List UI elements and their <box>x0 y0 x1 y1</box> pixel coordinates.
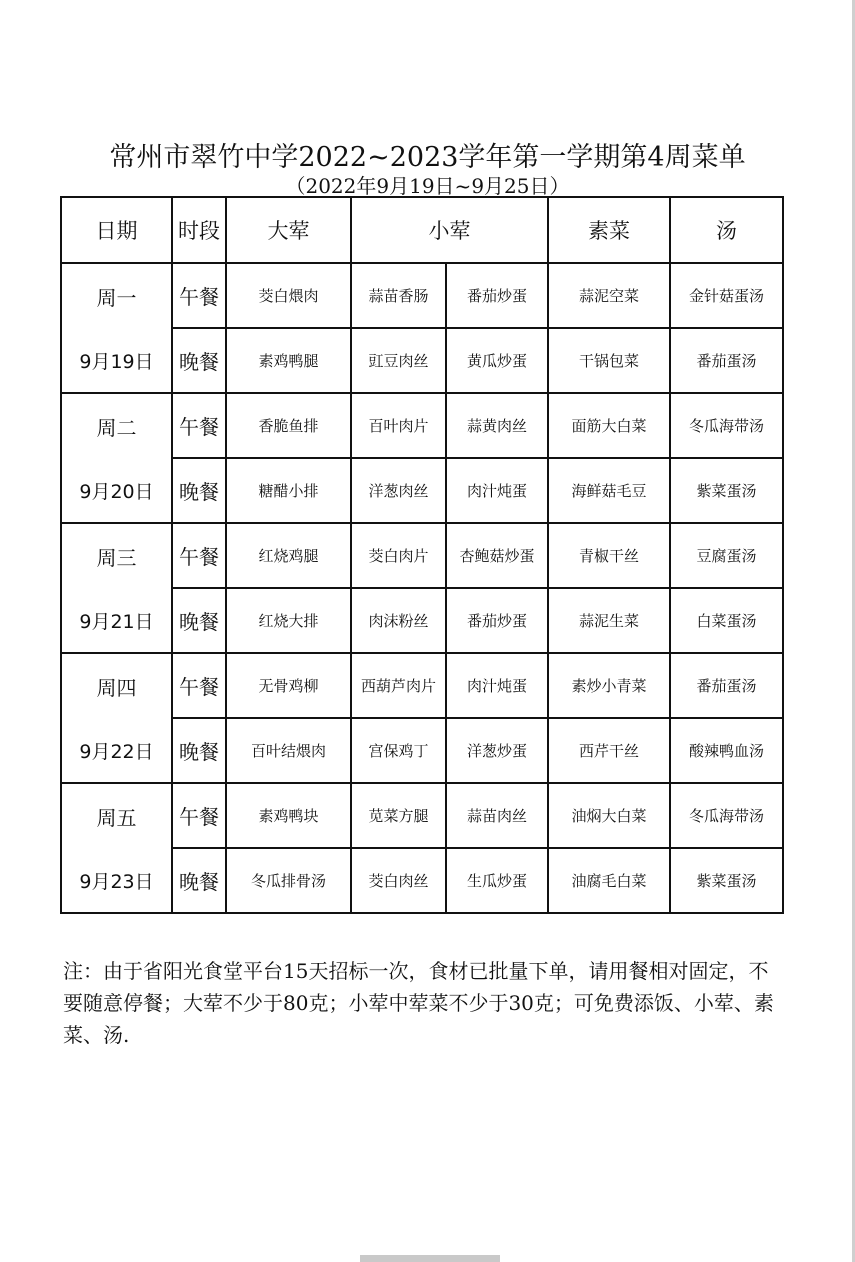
date-cell: 9月20日 <box>61 458 172 523</box>
table-row <box>61 458 783 523</box>
slot-cell: 晚餐 <box>172 848 226 913</box>
slot-cell: 午餐 <box>172 653 226 718</box>
table-row <box>61 328 783 393</box>
soup-cell: 冬瓜海带汤 <box>670 393 783 458</box>
slot-cell: 午餐 <box>172 393 226 458</box>
side-dish-cell: 肉沫粉丝 <box>351 588 446 653</box>
table-row <box>61 393 783 458</box>
main-dish-cell: 无骨鸡柳 <box>226 653 351 718</box>
side-dish-cell: 洋葱炒蛋 <box>446 718 548 783</box>
main-dish-cell: 红烧大排 <box>226 588 351 653</box>
veg-dish-cell: 蒜泥生菜 <box>548 588 670 653</box>
weekday-cell: 周五 <box>61 783 172 848</box>
side-dish-cell: 番茄炒蛋 <box>446 588 548 653</box>
side-dish-cell: 苋菜方腿 <box>351 783 446 848</box>
weekday-cell: 周四 <box>61 653 172 718</box>
table-row <box>61 653 783 718</box>
soup-cell: 豆腐蛋汤 <box>670 523 783 588</box>
side-dish-cell: 茭白肉片 <box>351 523 446 588</box>
veg-dish-cell: 西芹干丝 <box>548 718 670 783</box>
side-dish-cell: 西葫芦肉片 <box>351 653 446 718</box>
veg-dish-cell: 素炒小青菜 <box>548 653 670 718</box>
veg-dish-cell: 蒜泥空菜 <box>548 263 670 328</box>
table-header-row <box>61 197 783 263</box>
side-dish-cell: 蒜苗香肠 <box>351 263 446 328</box>
header-soup: 汤 <box>670 197 783 263</box>
side-dish-cell: 蒜黄肉丝 <box>446 393 548 458</box>
side-dish-cell: 蒜苗肉丝 <box>446 783 548 848</box>
side-dish-cell: 茭白肉丝 <box>351 848 446 913</box>
veg-dish-cell: 干锅包菜 <box>548 328 670 393</box>
slot-cell: 晚餐 <box>172 718 226 783</box>
table-row <box>61 783 783 848</box>
soup-cell: 紫菜蛋汤 <box>670 458 783 523</box>
footnote: 注：由于省阳光食堂平台15天招标一次，食材已批量下单，请用餐相对固定，不要随意停餐；大荤不少于80克；小荤中荤菜不少于30克；可免费添饭、小荤、素菜、汤. <box>63 959 774 1047</box>
document-title: 常州市翠竹中学2022~2023学年第一学期第4周菜单 <box>109 142 746 173</box>
soup-cell: 酸辣鸭血汤 <box>670 718 783 783</box>
main-dish-cell: 糖醋小排 <box>226 458 351 523</box>
date-cell: 9月19日 <box>61 328 172 393</box>
header-side: 小荤 <box>351 197 548 263</box>
weekday-cell: 周二 <box>61 393 172 458</box>
side-dish-cell: 番茄炒蛋 <box>446 263 548 328</box>
main-dish-cell: 素鸡鸭块 <box>226 783 351 848</box>
table-row <box>61 263 783 328</box>
veg-dish-cell: 面筋大白菜 <box>548 393 670 458</box>
side-dish-cell: 肉汁炖蛋 <box>446 653 548 718</box>
veg-dish-cell: 青椒干丝 <box>548 523 670 588</box>
side-dish-cell: 洋葱肉丝 <box>351 458 446 523</box>
header-date: 日期 <box>61 197 172 263</box>
slot-cell: 晚餐 <box>172 588 226 653</box>
scan-bottom-mark <box>360 1255 500 1262</box>
soup-cell: 金针菇蛋汤 <box>670 263 783 328</box>
weekday-cell: 周三 <box>61 523 172 588</box>
veg-dish-cell: 油腐毛白菜 <box>548 848 670 913</box>
header-main: 大荤 <box>226 197 351 263</box>
side-dish-cell: 肉汁炖蛋 <box>446 458 548 523</box>
soup-cell: 番茄蛋汤 <box>670 328 783 393</box>
main-dish-cell: 冬瓜排骨汤 <box>226 848 351 913</box>
menu-table <box>60 196 784 914</box>
main-dish-cell: 香脆鱼排 <box>226 393 351 458</box>
side-dish-cell: 黄瓜炒蛋 <box>446 328 548 393</box>
side-dish-cell: 百叶肉片 <box>351 393 446 458</box>
header-slot: 时段 <box>172 197 226 263</box>
slot-cell: 晚餐 <box>172 328 226 393</box>
date-cell: 9月23日 <box>61 848 172 913</box>
document-subtitle: （2022年9月19日~9月25日） <box>285 174 570 198</box>
date-cell: 9月21日 <box>61 588 172 653</box>
main-dish-cell: 百叶结煨肉 <box>226 718 351 783</box>
veg-dish-cell: 油焖大白菜 <box>548 783 670 848</box>
slot-cell: 午餐 <box>172 263 226 328</box>
soup-cell: 紫菜蛋汤 <box>670 848 783 913</box>
header-veg: 素菜 <box>548 197 670 263</box>
weekday-cell: 周一 <box>61 263 172 328</box>
soup-cell: 番茄蛋汤 <box>670 653 783 718</box>
slot-cell: 午餐 <box>172 783 226 848</box>
table-row <box>61 523 783 588</box>
slot-cell: 晚餐 <box>172 458 226 523</box>
side-dish-cell: 杏鲍菇炒蛋 <box>446 523 548 588</box>
table-row <box>61 848 783 913</box>
slot-cell: 午餐 <box>172 523 226 588</box>
soup-cell: 白菜蛋汤 <box>670 588 783 653</box>
side-dish-cell: 豇豆肉丝 <box>351 328 446 393</box>
main-dish-cell: 素鸡鸭腿 <box>226 328 351 393</box>
main-dish-cell: 茭白煨肉 <box>226 263 351 328</box>
date-cell: 9月22日 <box>61 718 172 783</box>
side-dish-cell: 生瓜炒蛋 <box>446 848 548 913</box>
table-row <box>61 588 783 653</box>
soup-cell: 冬瓜海带汤 <box>670 783 783 848</box>
veg-dish-cell: 海鲜菇毛豆 <box>548 458 670 523</box>
side-dish-cell: 宫保鸡丁 <box>351 718 446 783</box>
table-row <box>61 718 783 783</box>
main-dish-cell: 红烧鸡腿 <box>226 523 351 588</box>
